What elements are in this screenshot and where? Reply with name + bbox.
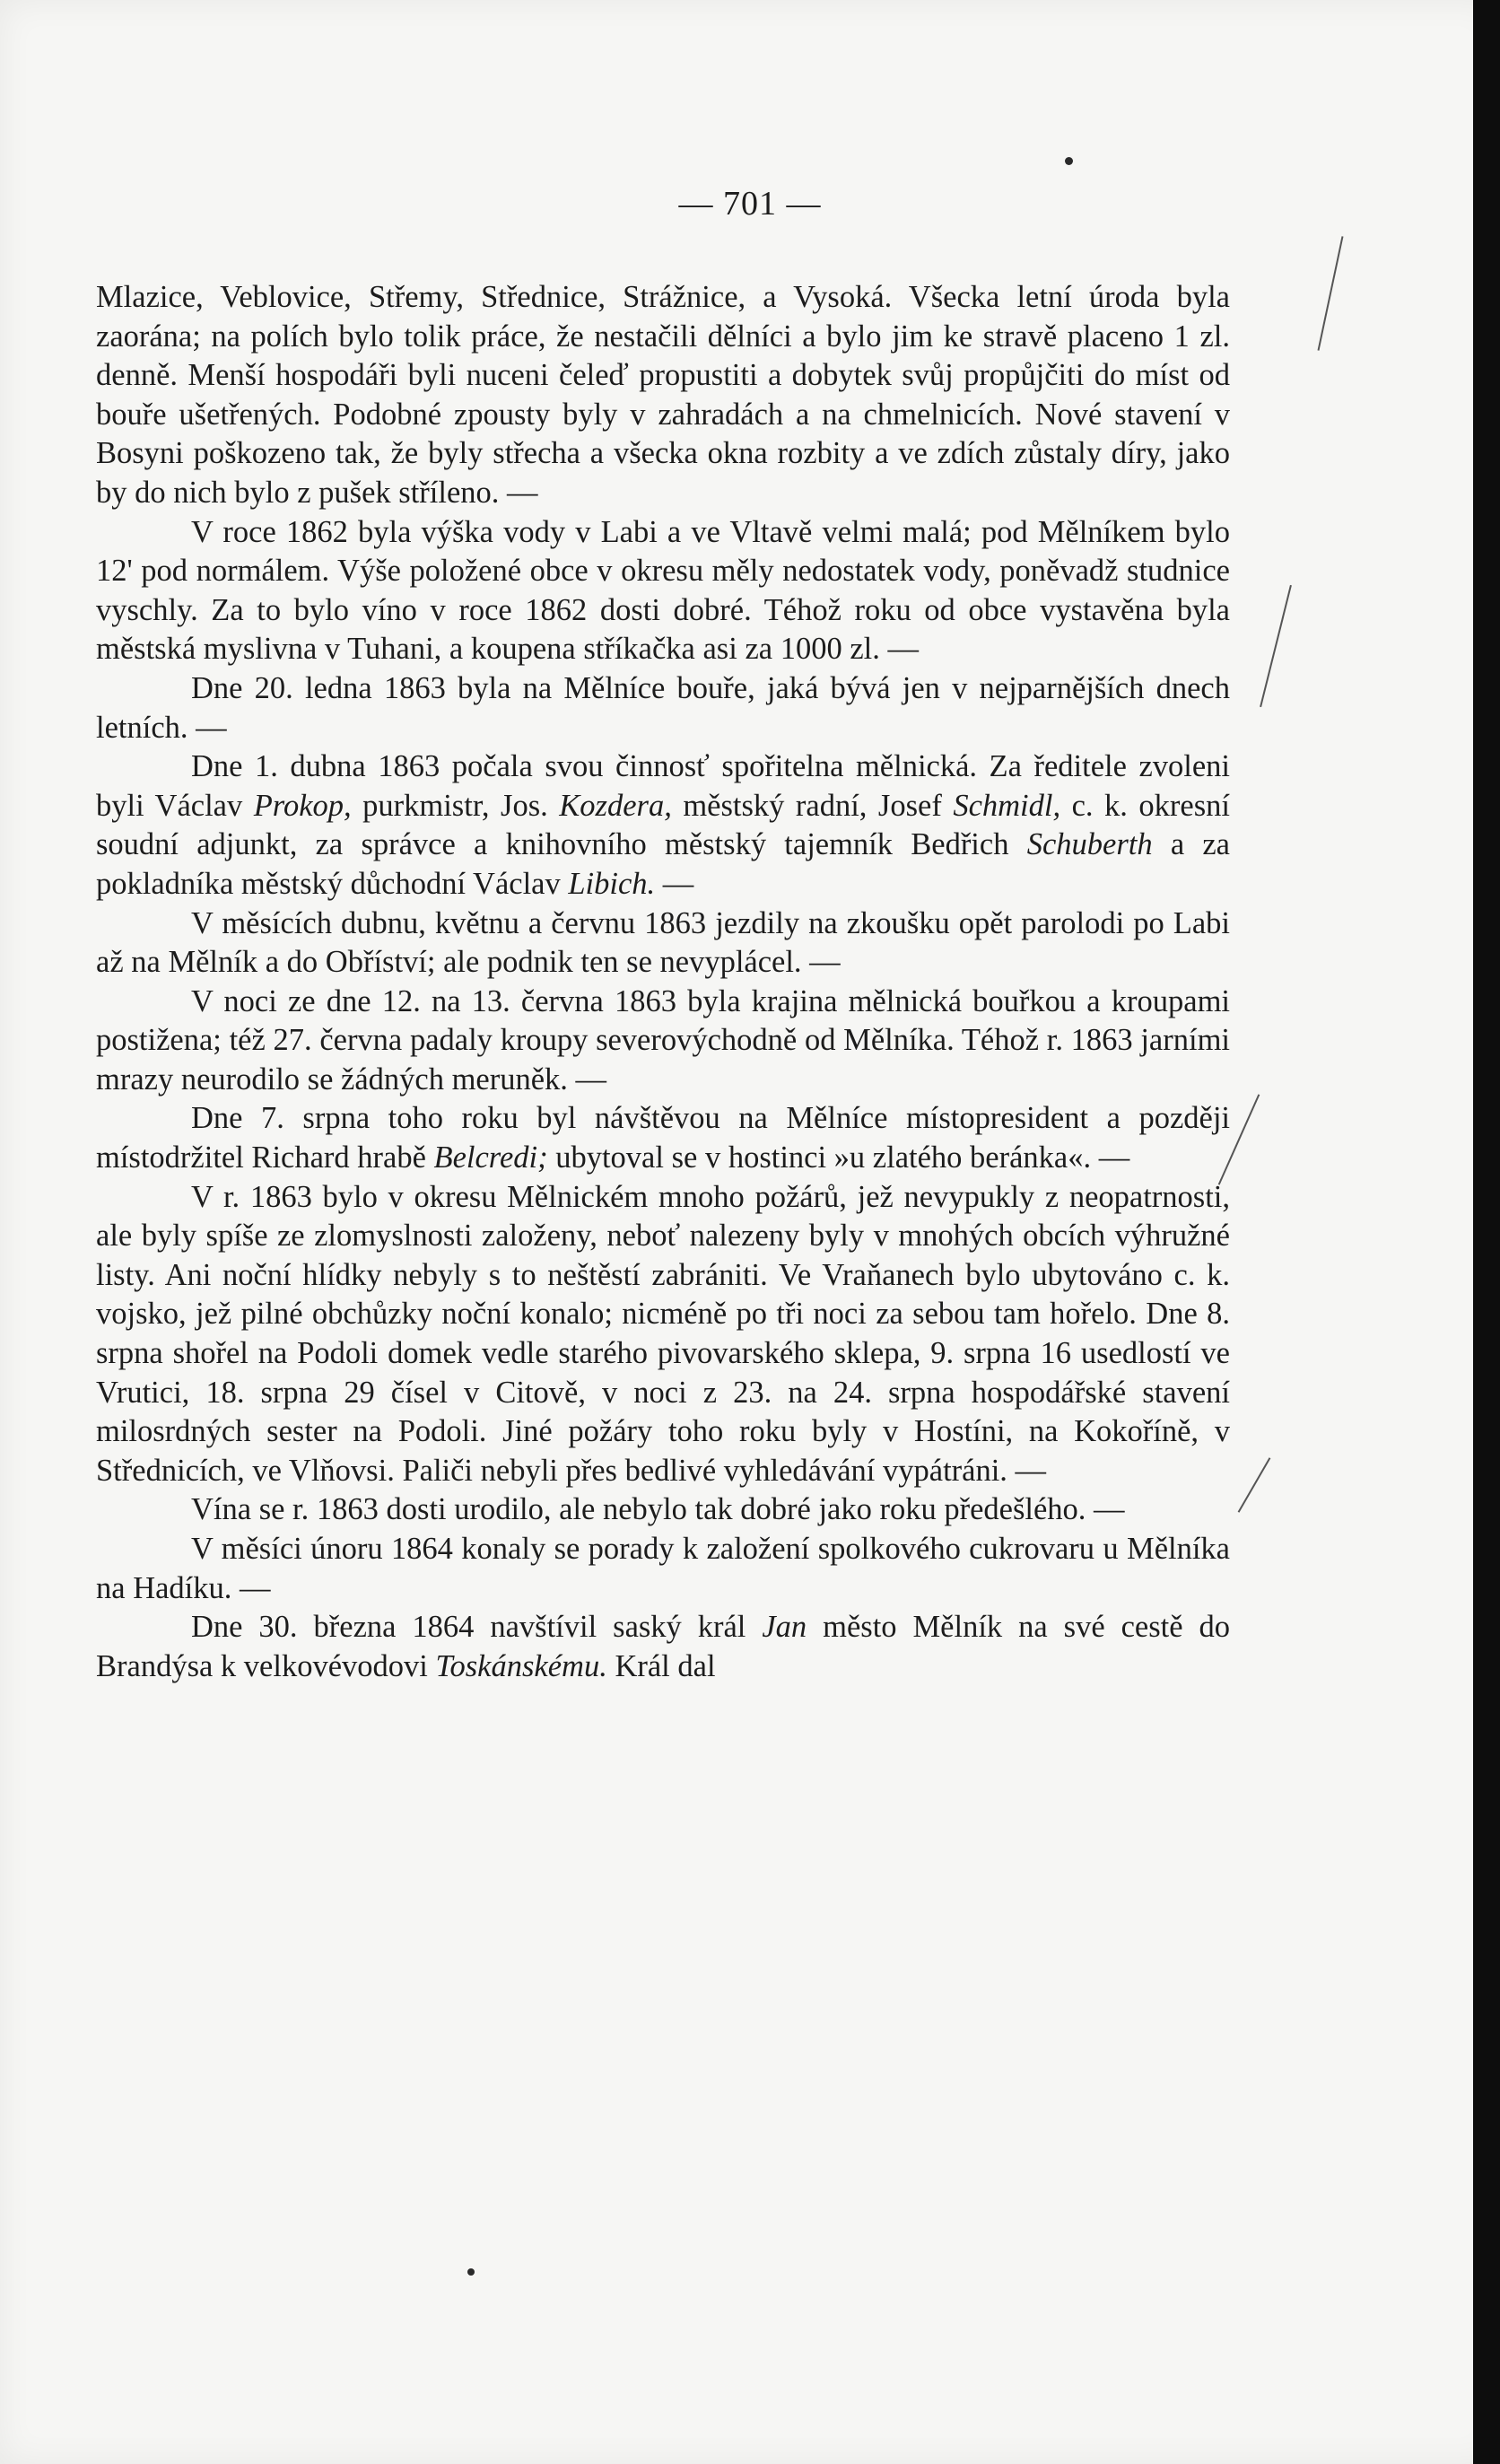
- text-run: Dne 20. ledna 1863 byla na Mělníce bouře, jaká bývá jen v nejparnějších dnech letních. —: [96, 670, 1230, 745]
- page-number: — 701 —: [678, 185, 822, 223]
- text-run: —: [655, 866, 694, 901]
- body-text: [96, 278, 1230, 1686]
- text-run: V noci ze dne 12. na 13. června 1863 byla krajina mělnická bouřkou a kroupami postižena; též 27. června padaly kroupy severovýchodně od Mělníka. Téhož r. 1863 jarními mrazy neurodilo se žádných meruněk. —: [96, 983, 1230, 1097]
- text-run: V měsíci únoru 1864 konaly se porady k založení spolkového cukrovaru u Mělníka na Hadíku. —: [96, 1532, 1230, 1605]
- text-run: V měsících dubnu, květnu a červnu 1863 jezdily na zkoušku opět parolodi po Labi až na Mělník a do Obříství; ale podnik ten se nevyplácel. —: [96, 905, 1230, 980]
- text-run: Mlazice, Veblovice, Střemy, Střednice, Strážnice, a Vysoká. Všecka letní úroda byla zaorána; na polích bylo tolik práce, že nestačili dělníci a bylo jim ke stravě placeno 1 zl. denně. Menší hospodáři byli nuceni čeleď propustiti a dobytek svůj propůjčiti do míst od bouře ušetřených. Podobné zpousty byly v zahradách a na chmelnicích. Nové stavení v Bosyni poškozeno tak, že byly střecha a všecka okna rozbity a ve zdích zůstaly díry, jako by do nich bylo z pušek stříleno. —: [96, 280, 1230, 510]
- italic-name: Jan: [762, 1610, 807, 1645]
- italic-name: Prokop,: [253, 788, 352, 823]
- paragraph: [96, 1530, 1230, 1608]
- italic-name: Libich.: [568, 866, 656, 901]
- italic-name: Schmidl,: [953, 788, 1061, 823]
- text-run: Dne 7. srpna toho roku byl návštěvou na Mělníce místopresident a později místodržitel Richard hrabě: [96, 1101, 1230, 1175]
- italic-name: Belcredi;: [433, 1140, 548, 1175]
- italic-name: Schuberth: [1026, 827, 1153, 862]
- text-run: městský radní, Josef: [671, 788, 954, 823]
- text-run: město Mělník na své cestě do Brandýsa k velkovévodovi: [96, 1610, 1230, 1683]
- italic-name: Toskánskému.: [435, 1648, 607, 1683]
- scan-stroke: [1238, 1457, 1271, 1513]
- paragraph: [96, 1490, 1230, 1530]
- text-run: Vína se r. 1863 dosti urodilo, ale nebylo tak dobré jako roku předešlého. —: [191, 1492, 1125, 1527]
- paragraph: [96, 1099, 1230, 1177]
- text-run: V roce 1862 byla výška vody v Labi a ve Vltavě velmi malá; pod Mělníkem bylo 12' pod normálem. Výše položené obce v okresu měly nedostatek vody, poněvadž studnice vyschly. Za to bylo víno v roce 1862 dosti dobré. Téhož roku od obce vystavěna byla městská myslivna v Tuhani, a koupena stříkačka asi za 1000 zl. —: [96, 514, 1230, 667]
- text-run: a za pokladníka městský důchodní Václav: [96, 827, 1230, 901]
- text-run: Dne 1. dubna 1863 počala svou činnosť spořitelna mělnická. Za ředitele zvoleni byli Václav: [96, 749, 1230, 823]
- scan-stroke: [1260, 585, 1292, 707]
- paragraph: [96, 1608, 1230, 1686]
- text-run: ubytoval se v hostinci »u zlatého beránka«. —: [547, 1140, 1130, 1175]
- scan-dot: [1065, 157, 1073, 165]
- paragraph: [96, 904, 1230, 983]
- text-run: V r. 1863 bylo v okresu Mělnickém mnoho požárů, jež nevypukly z neopatrnosti, ale byly spíše ze zlomyslnosti založeny, neboť nalezeny byly v mnohých obcích výhružné listy. Ani noční hlídky nebyly s to neštěstí zabrániti. Ve Vraňanech bylo ubytováno c. k. vojsko, jež pilné obchůzky noční konalo; nicméně po tři noci za sebou tam hořelo. Dne 8. srpna shořel na Podoli domek vedle starého pivovarského sklepa, 9. srpna 16 usedlostí ve Vrutici, 18. srpna 29 čísel v Citově, v noci z 23. na 24. srpna hospodářské stavení milosrdných sester na Podoli. Jiné požáry toho roku byly v Hostíni, na Kokoříně, v Střednicích, ve Vlňovsi. Paliči nebyli přes bedlivé vyhledávání vypátráni. —: [96, 1179, 1230, 1488]
- paragraph: [96, 669, 1230, 747]
- paragraph: [96, 1178, 1230, 1491]
- paragraph: [96, 278, 1230, 513]
- text-run: Dne 30. března 1864 navštívil saský král: [191, 1610, 763, 1645]
- paragraph: [96, 513, 1230, 669]
- text-run: c. k. okresní soudní adjunkt, za správce a knihovního městský tajemník Bedřich: [96, 788, 1230, 862]
- text-run: purkmistr, Jos.: [351, 788, 560, 823]
- italic-name: Kozdera,: [559, 788, 672, 823]
- text-run: Král dal: [606, 1648, 716, 1683]
- scan-dot: [467, 2268, 475, 2276]
- scan-stroke: [1318, 236, 1344, 351]
- paragraph: [96, 983, 1230, 1100]
- paragraph: [96, 747, 1230, 904]
